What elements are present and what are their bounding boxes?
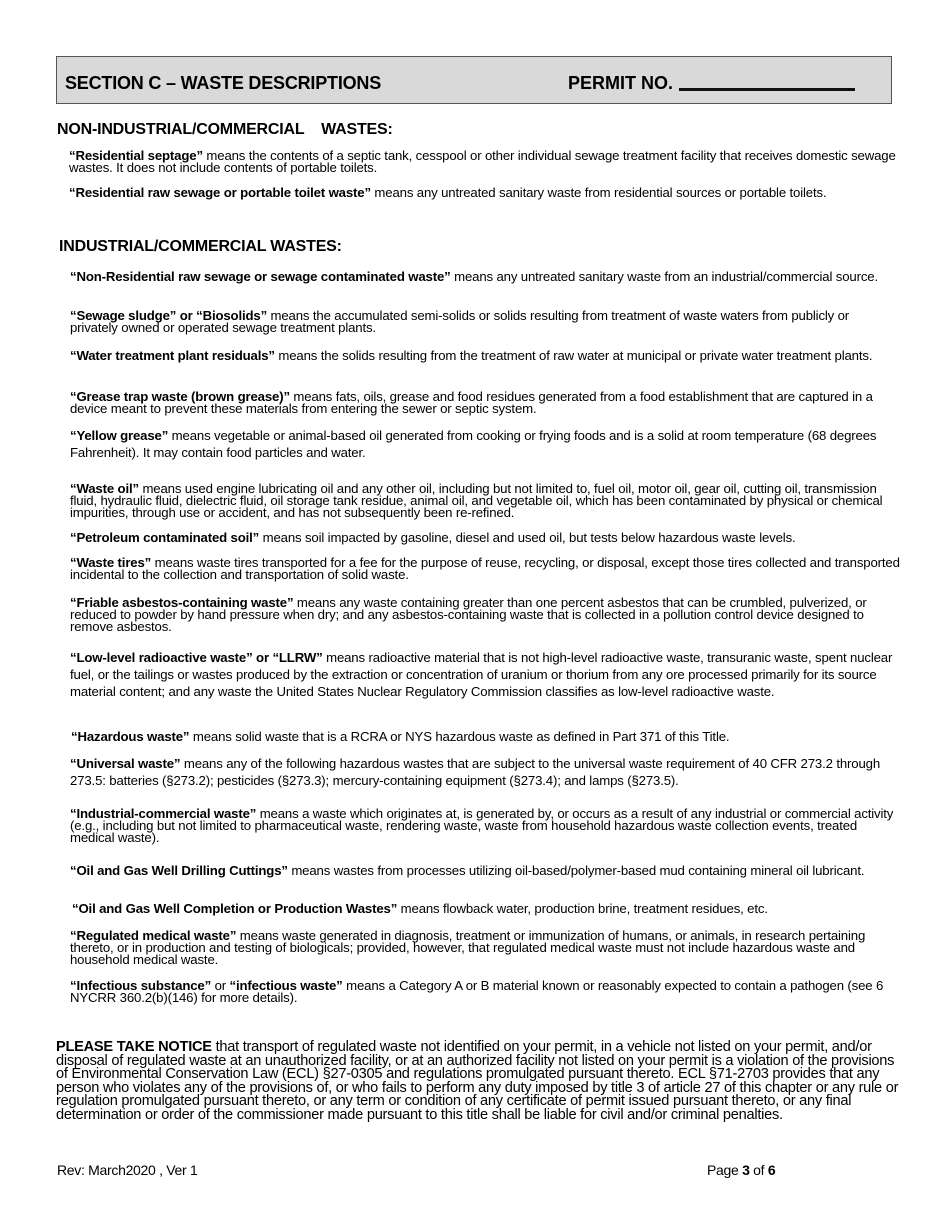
- definition-term: “Universal waste”: [70, 756, 181, 771]
- definition-residential-raw-sewage: [69, 187, 899, 199]
- definition-sewage-sludge: [70, 310, 900, 334]
- definition-text: means any waste containing greater than one percent asbestos that can be crumbled, pulverized, or reduced to powder by hand pressure when dry; and any asbestos-containing waste that is collected in a pollution control device designed to remove asbestos.: [70, 595, 867, 635]
- definition-text: means a Category A or B material known or reasonably expected to contain a pathogen (see 6 NYCRR 360.2(b)(146) for more details).: [70, 978, 884, 1006]
- definition-text: means vegetable or animal-based oil generated from cooking or frying foods and is a solid at room temperature (68 degrees Fahrenheit). It may contain food particles and water.: [70, 428, 877, 460]
- definition-text: means any of the following hazardous wastes that are subject to the universal waste requirement of 40 CFR 273.2 through 273.5: batteries (§273.2); pesticides (§273.3); mercury-containing equipment (§273.4); and lamps (§273.5).: [70, 756, 881, 788]
- page-total: 6: [767, 1162, 776, 1178]
- definition-term: “Water treatment plant residuals”: [70, 348, 275, 363]
- definition-term: “Oil and Gas Well Completion or Production Wastes”: [72, 901, 398, 916]
- definition-term: “Infectious substance”: [70, 978, 212, 993]
- section-header-box: [56, 56, 892, 104]
- definition-text: means wastes from processes utilizing oil-based/polymer-based mud containing mineral oil lubricant.: [287, 863, 865, 878]
- definition-term: “Waste oil”: [70, 481, 139, 496]
- definition-grease-trap-waste: [70, 391, 900, 415]
- definition-waste-oil: [70, 483, 900, 520]
- definition-term: “Low-level radioactive waste” or “LLRW”: [70, 650, 323, 665]
- definition-text: means any untreated sanitary waste from an industrial/commercial source.: [450, 269, 878, 284]
- definition-non-residential-raw-sewage: [70, 271, 900, 283]
- revision-label: Rev: March2020 , Ver 1: [57, 1162, 198, 1178]
- definition-connector: or: [211, 978, 230, 993]
- definition-residential-septage: [69, 150, 899, 174]
- definition-term-alt: “infectious waste”: [229, 978, 343, 993]
- definition-text: means the accumulated semi-solids or solids resulting from treatment of waste waters from publicly or privately owned or operated sewage treatment plants.: [70, 308, 850, 336]
- definition-term: “Yellow grease”: [70, 428, 169, 443]
- page-prefix: Page: [707, 1162, 743, 1178]
- definition-term: “Non-Residential raw sewage or sewage contaminated waste”: [70, 269, 451, 284]
- definition-term: “Waste tires”: [70, 555, 152, 570]
- definition-term: “Petroleum contaminated soil”: [70, 530, 260, 545]
- definition-waste-tires: [70, 557, 900, 581]
- definition-friable-asbestos: [70, 597, 900, 634]
- legal-notice: [56, 1041, 908, 1122]
- definition-term: “Regulated medical waste”: [70, 928, 237, 943]
- definition-text: means a waste which originates at, is generated by, or occurs as a result of any industrial or commercial activity (e.g., including but not limited to pharmaceutical waste, rendering waste, waste from household hazardous waste collection events, treated medical waste).: [70, 806, 894, 846]
- definition-text: means soil impacted by gasoline, diesel and used oil, but tests below hazardous waste levels.: [259, 530, 796, 545]
- definition-text: means the solids resulting from the treatment of raw water at municipal or private water treatment plants.: [274, 348, 873, 363]
- definition-universal-waste: [70, 755, 900, 789]
- definition-text: means solid waste that is a RCRA or NYS hazardous waste as defined in Part 371 of this Title.: [189, 729, 730, 744]
- definition-text: means any untreated sanitary waste from residential sources or portable toilets.: [370, 185, 827, 200]
- notice-text: that transport of regulated waste not identified on your permit, in a vehicle not listed on your permit, and/or disposal of regulated waste at an unauthorized facility, or at an authorized facility not listed on your permit is a violation of the provisions of Environmental Conservation Law (ECL) §27-0305 and regulations promulgated pursuant thereto. ECL §71-2703 provides that any person who violates any of the provisions of, or who fails to perform any duty imposed by title 3 of article 27 of this chapter or any rule or regulation promulgated pursuant thereto, or any term or condition of any certificate of permit issued pursuant thereto, or any final determination or order of the commissioner made pursuant to this title shall be liable for civil and/or criminal penalties.: [56, 1039, 899, 1123]
- page-of: of: [749, 1162, 768, 1178]
- industrial-heading: INDUSTRIAL/COMMERCIAL WASTES:: [59, 238, 342, 255]
- page-current: 3: [742, 1162, 750, 1178]
- definition-drilling-cuttings: [70, 865, 900, 877]
- notice-lead: PLEASE TAKE NOTICE: [56, 1039, 212, 1055]
- page-number: [707, 1162, 775, 1178]
- definition-water-treatment-residuals: [70, 350, 900, 362]
- definition-text: means radioactive material that is not high-level radioactive waste, transuranic waste, spent nuclear fuel, or the tailings or wastes produced by the extraction or concentration of uranium or thorium from any ore processed primarily for its source material content; and any waste the United States Nuclear Regulatory Commission classifies as low-level radioactive waste.: [70, 650, 893, 699]
- permit-number-field: [568, 73, 855, 94]
- definition-text: means waste generated in diagnosis, treatment or immunization of humans, or animals, in research pertaining thereto, or in production and testing of biologicals; provided, however, that regulated medical waste must not include hazardous waste and household medical waste.: [70, 928, 866, 968]
- definition-term: “Friable asbestos-containing waste”: [70, 595, 294, 610]
- definition-text: means waste tires transported for a fee for the purpose of reuse, recycling, or disposal, except those tires collected and transported incidental to the collection and transportation of solid waste.: [70, 555, 900, 583]
- definition-regulated-medical-waste: [70, 930, 900, 967]
- definition-low-level-radioactive: [70, 649, 900, 700]
- permit-label: PERMIT NO.: [568, 73, 674, 93]
- definition-industrial-commercial-waste: [70, 808, 900, 845]
- definition-infectious-substance: [70, 980, 900, 1004]
- definition-text: means used engine lubricating oil and any other oil, including but not limited to, fuel oil, motor oil, gear oil, cutting oil, transmission fluid, hydraulic fluid, dielectric fluid, oil storage tank residue, animal oil, and vegetable oil, which has been contaminated by physical or chemical impurities, through use or accident, and has not subsequently been re-refined.: [70, 481, 883, 521]
- definition-term: “Oil and Gas Well Drilling Cuttings”: [70, 863, 288, 878]
- definition-term: “Residential septage”: [69, 148, 203, 163]
- definition-text: means fats, oils, grease and food residues generated from a food establishment that are captured in a device meant to prevent these materials from entering the sewer or septic system.: [70, 389, 873, 417]
- section-title: SECTION C – WASTE DESCRIPTIONS: [65, 73, 382, 93]
- definition-term: “Residential raw sewage or portable toilet waste”: [69, 185, 371, 200]
- definition-hazardous-waste: [71, 731, 901, 743]
- definition-text: means flowback water, production brine, treatment residues, etc.: [397, 901, 768, 916]
- definition-completion-production-wastes: [72, 903, 902, 915]
- non-industrial-heading: NON-INDUSTRIAL/COMMERCIAL WASTES:: [57, 121, 393, 138]
- definition-term: “Industrial-commercial waste”: [70, 806, 257, 821]
- definition-text: means the contents of a septic tank, cesspool or other individual sewage treatment facility that receives domestic sewage wastes. It does not include contents of portable toilets.: [69, 148, 896, 176]
- definition-petroleum-contaminated-soil: [70, 532, 900, 544]
- definition-term: “Sewage sludge” or “Biosolids”: [70, 308, 268, 323]
- permit-number-blank-line: [679, 88, 855, 91]
- definition-term: “Hazardous waste”: [71, 729, 190, 744]
- definition-yellow-grease: [70, 427, 900, 461]
- definition-term: “Grease trap waste (brown grease)”: [70, 389, 290, 404]
